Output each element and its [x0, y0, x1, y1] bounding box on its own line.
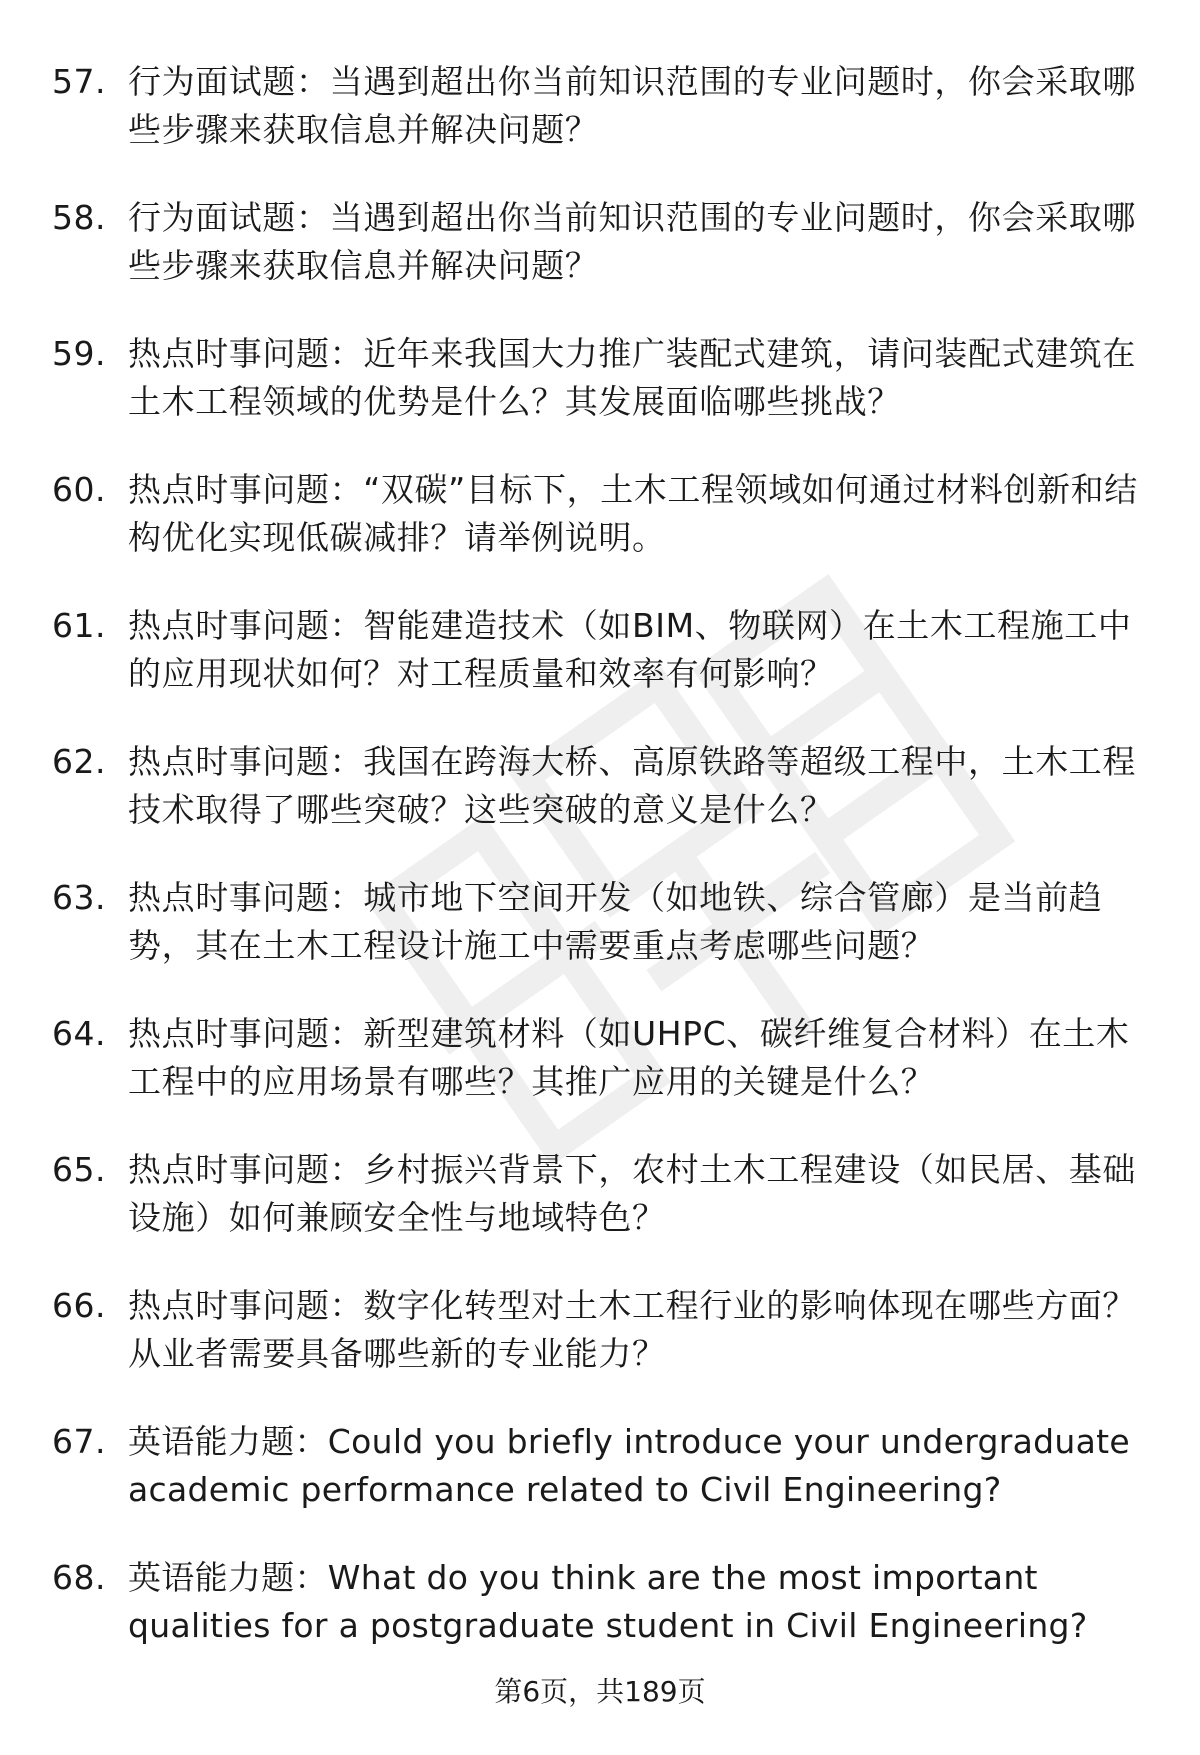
page-number-footer: 第6页，共189页	[494, 1675, 706, 1708]
question-item	[52, 1282, 1152, 1378]
question-number: 68.	[52, 1558, 106, 1597]
question-item	[52, 1418, 1152, 1514]
question-item	[52, 874, 1152, 970]
question-number: 66.	[52, 1286, 106, 1325]
question-number: 59.	[52, 334, 106, 373]
question-text: 英语能力题：Could you briefly introduce your undergraduate academic performance related to Civil Engineering?	[128, 1422, 1130, 1509]
question-item	[52, 738, 1152, 834]
question-text: 热点时事问题：近年来我国大力推广装配式建筑，请问装配式建筑在土木工程领域的优势是什么？其发展面临哪些挑战？	[128, 334, 1136, 421]
question-item	[52, 1146, 1152, 1242]
question-item	[52, 330, 1152, 426]
question-item	[52, 1554, 1152, 1650]
question-number: 63.	[52, 878, 106, 917]
question-number: 65.	[52, 1150, 106, 1189]
question-number: 58.	[52, 198, 106, 237]
question-text: 热点时事问题：智能建造技术（如BIM、物联网）在土木工程施工中的应用现状如何？对工程质量和效率有何影响？	[128, 606, 1132, 693]
question-text: 热点时事问题：乡村振兴背景下，农村土木工程建设（如民居、基础设施）如何兼顾安全性与地域特色？	[128, 1150, 1136, 1237]
question-text: 行为面试题：当遇到超出你当前知识范围的专业问题时，你会采取哪些步骤来获取信息并解决问题？	[128, 62, 1136, 149]
question-item	[52, 1010, 1152, 1106]
question-list	[52, 58, 1152, 1690]
question-text: 热点时事问题：“双碳”目标下，土木工程领域如何通过材料创新和结构优化实现低碳减排？请举例说明。	[128, 470, 1138, 557]
question-number: 57.	[52, 62, 106, 101]
question-number: 64.	[52, 1014, 106, 1053]
question-number: 61.	[52, 606, 106, 645]
question-item	[52, 466, 1152, 562]
question-item	[52, 194, 1152, 290]
question-item	[52, 58, 1152, 154]
question-number: 60.	[52, 470, 106, 509]
question-text: 行为面试题：当遇到超出你当前知识范围的专业问题时，你会采取哪些步骤来获取信息并解决问题？	[128, 198, 1136, 285]
question-text: 热点时事问题：数字化转型对土木工程行业的影响体现在哪些方面？从业者需要具备哪些新的专业能力？	[128, 1286, 1136, 1373]
question-number: 67.	[52, 1422, 106, 1461]
question-text: 热点时事问题：新型建筑材料（如UHPC、碳纤维复合材料）在土木工程中的应用场景有哪些？其推广应用的关键是什么？	[128, 1014, 1130, 1101]
question-item	[52, 602, 1152, 698]
question-text: 热点时事问题：城市地下空间开发（如地铁、综合管廊）是当前趋势，其在土木工程设计施工中需要重点考虑哪些问题？	[128, 878, 1103, 965]
question-text: 英语能力题：What do you think are the most important qualities for a postgraduate student in Civil Engineering?	[128, 1558, 1088, 1645]
question-number: 62.	[52, 742, 106, 781]
question-text: 热点时事问题：我国在跨海大桥、高原铁路等超级工程中，土木工程技术取得了哪些突破？这些突破的意义是什么？	[128, 742, 1136, 829]
